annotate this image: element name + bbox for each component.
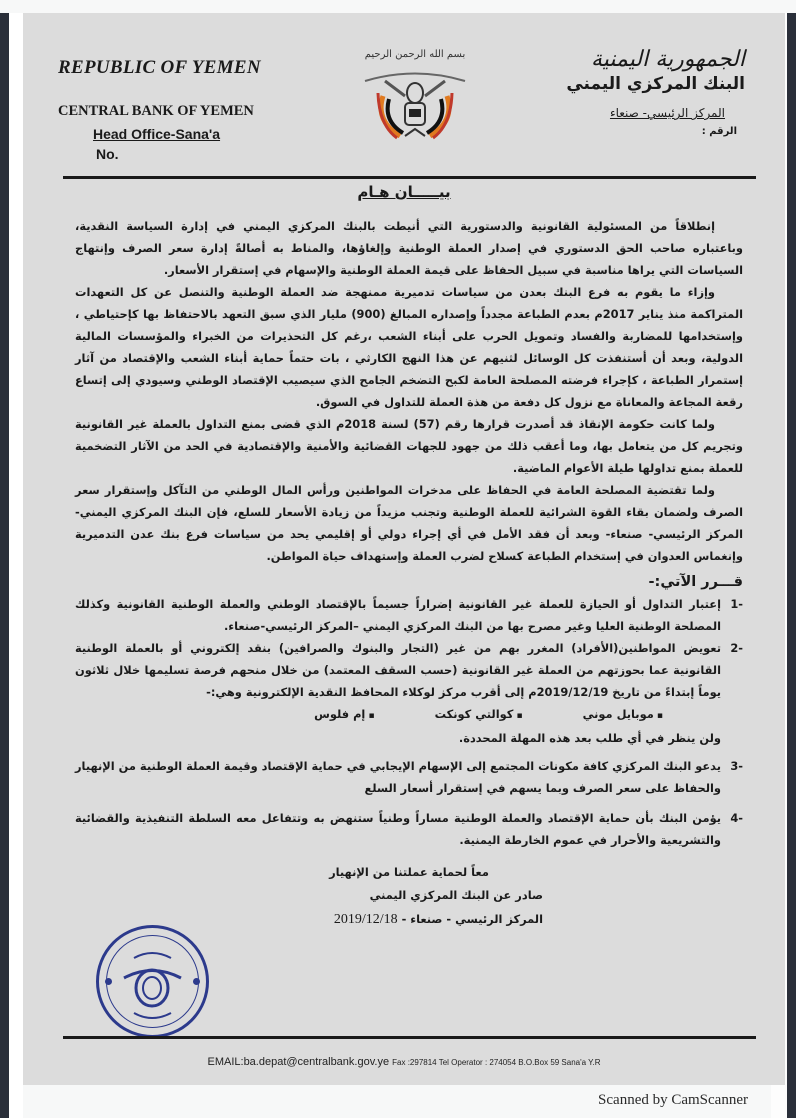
number-label-en: No.: [96, 146, 119, 162]
issuer: صادر عن البنك المركزي اليمني: [369, 888, 543, 902]
camscanner-watermark: Scanned by CamScanner: [598, 1092, 748, 1108]
viewer-left-edge: [0, 13, 9, 1118]
republic-name-en: REPUBLIC OF YEMEN: [58, 57, 261, 78]
paragraph-4: ولما تقتضية المصلحة العامة في الحفاظ على مدخرات المواطنين ورأس المال الوطني من التآكل وإستقرار سعر الصرف ولضمان بقاء القوة الشرائية للعملة الوطنية وتجنب مزيداً من زيادة الأسعار للسلع، فإن البنك المركزي اليمني- المركز الرئيسي- صنعاء- وبعد أن فقد الأمل في أي إجراء دولي أو إقليمي يحد من سياسات فرع بنك عدن التدميرية وإنغماس العدوان في إستخدام الطباعة كسلاح لضرب العملة وإستهداف حياة المواطن.: [75, 483, 743, 563]
decree-heading: قـــرر الآتي:-: [648, 574, 743, 590]
statement-body: [75, 215, 743, 932]
footer-contact: Fax :297814 Tel Operator : 274054 B.O.Box 59 Sana'a Y.R: [392, 1058, 601, 1067]
wallet-list: [75, 703, 663, 727]
viewer-margin: [9, 13, 23, 1118]
wallet-item-mobile-money: ▪ موبايل موني: [583, 703, 663, 727]
issuer-place: المركز الرئيسي - صنعاء -: [401, 912, 543, 926]
item-number: -2: [730, 641, 743, 655]
deadline-note: ولن ينظر في أي طلب بعد هذه المهلة المحددة.: [458, 731, 721, 745]
arabic-letterhead: [566, 47, 745, 137]
decision-item-3: [75, 755, 743, 799]
item-number: -4: [730, 811, 743, 825]
republic-name-ar: الجمهورية اليمنية: [590, 47, 745, 72]
office-name-ar: المركز الرئيسي- صنعاء: [609, 106, 725, 120]
scanned-document: [23, 13, 785, 1085]
bank-name-en: CENTRAL BANK OF YEMEN: [58, 103, 254, 119]
paragraph-3: ولما كانت حكومة الإنقاذ قد أصدرت قرارها رقم (57) لسنة 2018م الذي قضى بمنع التداول بالعملة غير القانونية وتجريم كل من يتعامل بها، وما أعقب ذلك من جهود للجهات القضائية والأمنية والإقتصادية في الحد من الآثار التضخمية للعملة بمنع تداولها طيلة الأعوام الماضية.: [75, 417, 743, 475]
office-name-en: Head Office-Sana'a: [93, 126, 221, 142]
decision-item-2: [75, 637, 743, 703]
item-number: -3: [730, 759, 743, 773]
viewer-right-edge: [787, 13, 796, 1118]
official-stamp-icon: [96, 925, 209, 1038]
footer-email: EMAIL:ba.depat@centralbank.gov.ye: [207, 1056, 390, 1068]
statement-title-text: بيـــــان هـام: [357, 183, 451, 201]
footer-divider: [63, 1036, 756, 1039]
item-text: يؤمن البنك بأن حماية الإقتصاد والعملة الوطنية مساراً وطنياً ستنهض به وتتفاعل معه السلطة التنفيذية والقضائية والتشريعية والأحرار في عموم الخارطة اليمنية.: [75, 811, 721, 847]
contact-footer: [23, 1056, 785, 1068]
basmala: بسم الله الرحمن الرحيم: [364, 49, 466, 60]
item-text: إعتبار التداول أو الحيازة للعملة غير القانونية إضراراً جسيماً بالإقتصاد الوطني والعملة الوطنية القانونية وكذلك المصلحة الوطنية العليا وغير مصرح بها من البنك المركزي اليمني –المركز الرئيسي-صنعاء.: [75, 597, 721, 633]
wallet-item-quality-connect: ▪ كوالتي كونكت: [435, 703, 523, 727]
decision-item-4: [75, 807, 743, 851]
item-text: يدعو البنك المركزي كافة مكونات المجتمع إلى الإسهام الإيجابي في حماية الإقتصاد وقيمة العملة الوطنية من الإنهيار والحفاظ على سعر الصرف وبما يسهم في إستقرار أسعار السلع: [75, 759, 721, 795]
paragraph-2: وإزاء ما يقوم به فرع البنك بعدن من سياسات تدميرية ممنهجة ضد العملة الوطنية والتنصل عن كل التعهدات المتراكمة منذ يناير 2017م بعدم الطباعة مجدداً وإصداره المبالغ (900) مليار الذي سبق التعهد بالاحتفاظ بها كإحتياطي ، وإستخدامها للمضاربة والفساد وتمويل الحرب على أبناء الشعب ،رغم كل التحذيرات من الخبراء والمؤسسات المالية الدولية، وبعد أن أستنفذت كل الوسائل لثنيهم عن هذا النهج الكارثي ، بات حتماً حماية أبناء الشعب والإقتصاد من آثار إستمرار الطباعة ، كإجراء فرضته المصلحة العامة لكبح التضخم الجامح الذي سيصيب الإقتصاد الوطني وسيودي إلى إتساع رقعة المجاعة والمعاناة مع نزول كل دفعة من هذة العملة للتداول في السوق.: [75, 285, 744, 409]
english-letterhead: [58, 57, 261, 162]
statement-title: [23, 183, 785, 201]
bank-name-ar: البنك المركزي اليمني: [566, 74, 745, 94]
item-text: تعويض المواطنين(الأفراد) المغرر بهم من غير (التجار والبنوك والصرافين) بنقد إلكتروني أو بالعملة الوطنية القانونية عما بحوزتهم من العملة غير القانونية (حسب السقف المعتمد) من خلال منحهم فرصة تسليمها خلال ثلاثون يوماً إبتداءً من تاريخ 2019/12/19م إلى أقرب مركز لوكلاء المحافظ النقدية الإلكترونية وهي:-: [75, 641, 721, 699]
slogan: معاً لحماية عملتنا من الإنهيار: [329, 865, 489, 879]
number-label-ar: الرقم :: [701, 126, 737, 137]
yemen-emblem-icon: [345, 41, 485, 146]
paragraph-1: إنطلاقاً من المسئولية القانونية والدستورية التي أنيطت بالبنك المركزي اليمني في إدارة السياسة النقدية، وباعتباره صاحب الحق الدستوري في إصدار العملة الوطنية وإلغاؤها، والمناط به أصالةً إدارة سعر الصرف وإنتهاج السياسات التي يراها مناسبة في سبيل الحفاظ على قيمة العملة الوطنية والإسهام في إستقرار الأسعار.: [75, 219, 743, 277]
wallet-item-m-floos: ▪ إم فلوس: [314, 703, 374, 727]
item-number: -1: [730, 597, 743, 611]
decision-item-1: [75, 593, 743, 637]
issue-date: 2019/12/18: [333, 912, 398, 927]
stamp-dot: [105, 978, 112, 985]
header-divider: [63, 176, 756, 179]
